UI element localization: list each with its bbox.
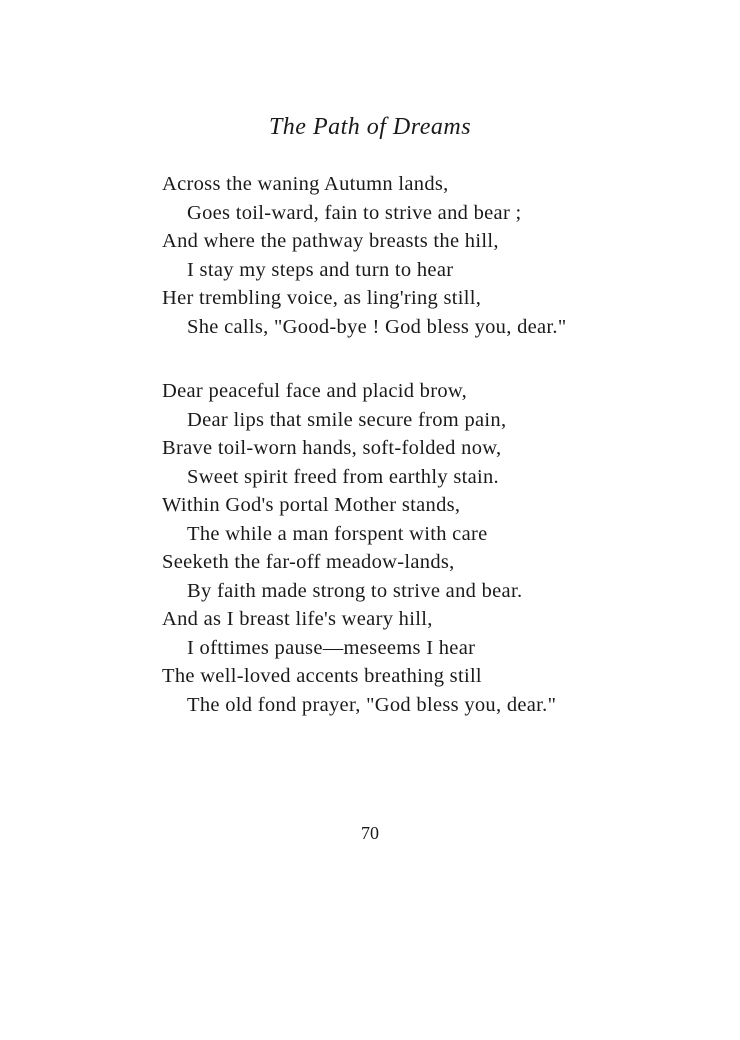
poem-line: I ofttimes pause—meseems I hear (187, 636, 476, 659)
poem-line: Across the waning Autumn lands, (162, 173, 449, 195)
poem-line: The while a man forspent with care (187, 522, 488, 545)
poem-line: The old fond prayer, "God bless you, dear." (187, 693, 557, 716)
stanza-1 (162, 170, 702, 341)
poem-line: And as I breast life's weary hill, (162, 608, 433, 630)
page-number: 70 (361, 823, 379, 843)
poem-line: The well-loved accents breathing still (162, 665, 482, 687)
poem-line: Dear peaceful face and placid brow, (162, 380, 468, 402)
poem-line: Brave toil-worn hands, soft-folded now, (162, 437, 502, 459)
poem-line: Goes toil-ward, fain to strive and bear ; (187, 201, 522, 224)
poem-line: I stay my steps and turn to hear (187, 258, 454, 281)
poem-line: Her trembling voice, as ling'ring still, (162, 287, 482, 309)
poem-line: Within God's portal Mother stands, (162, 494, 461, 516)
poem-line: By faith made strong to strive and bear. (187, 579, 523, 602)
poem-line: Seeketh the far-off meadow-lands, (162, 551, 455, 573)
poem-line: Sweet spirit freed from earthly stain. (187, 465, 499, 488)
poem-line: Dear lips that smile secure from pain, (187, 408, 507, 431)
poem-line: And where the pathway breasts the hill, (162, 230, 499, 252)
poem (162, 170, 702, 719)
stanza-2 (162, 377, 702, 719)
running-title: The Path of Dreams (268, 114, 472, 140)
poem-line: She calls, "Good-bye ! God bless you, dear." (187, 315, 567, 338)
